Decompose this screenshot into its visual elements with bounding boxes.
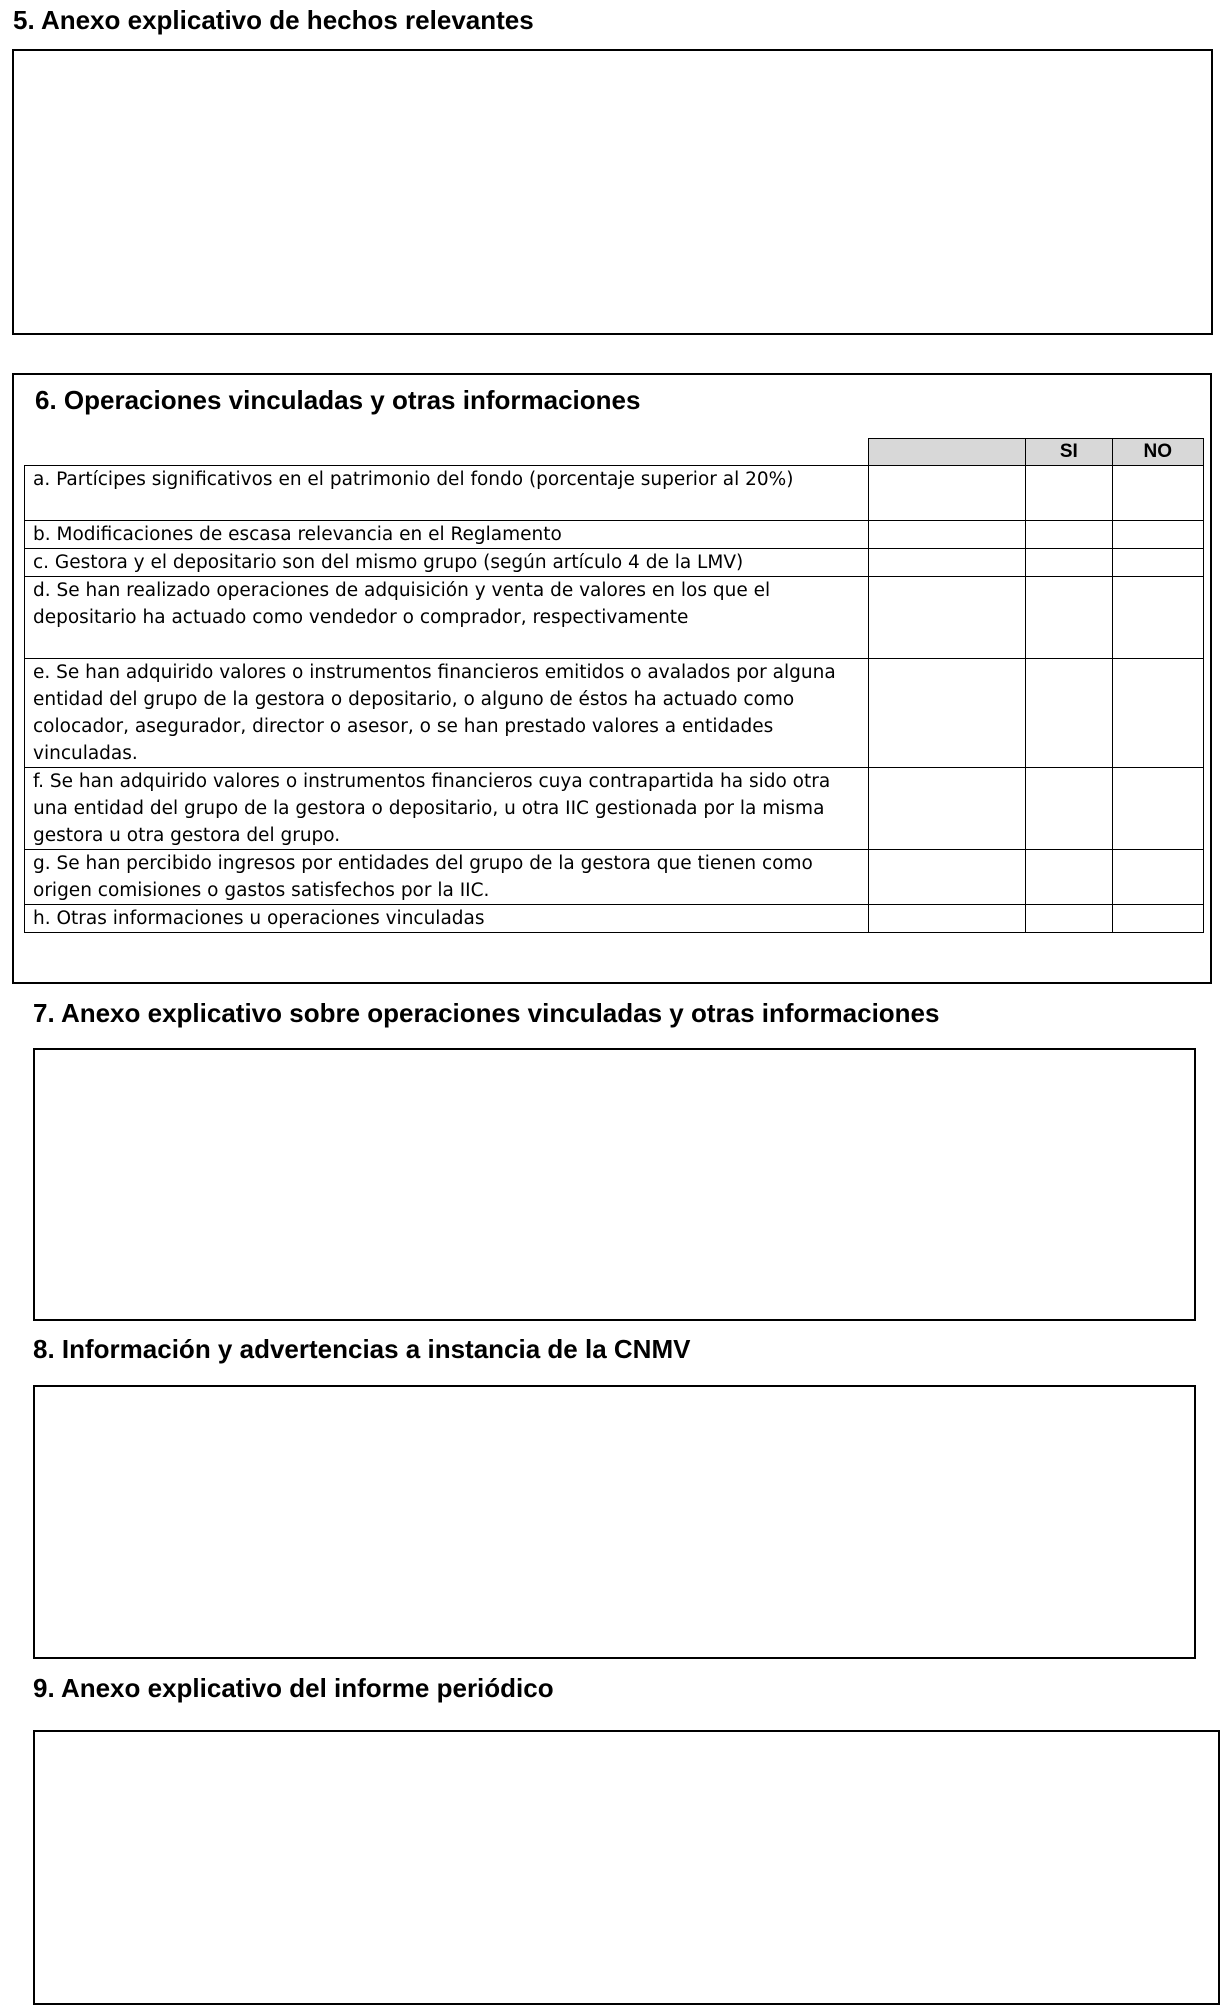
section-7-heading: 7. Anexo explicativo sobre operaciones vinculadas y otras informaciones (33, 998, 940, 1028)
row-h-no-cell[interactable] (1112, 905, 1203, 933)
row-b-label: b. Modificaciones de escasa relevancia en el Reglamento (25, 521, 869, 549)
row-c-blank (869, 549, 1026, 577)
row-b-blank (869, 521, 1026, 549)
row-c-si-cell[interactable] (1026, 549, 1112, 577)
section-6-heading: 6. Operaciones vinculadas y otras informaciones (35, 385, 641, 415)
row-h-label: h. Otras informaciones u operaciones vinculadas (25, 905, 869, 933)
section-9-text-area[interactable] (33, 1730, 1220, 2005)
row-a-blank (869, 466, 1026, 521)
table-row (25, 659, 1204, 768)
section-8-text-area[interactable] (33, 1385, 1196, 1659)
table-row (25, 850, 1204, 905)
row-d-no-cell[interactable] (1112, 577, 1203, 659)
row-a-label: a. Partícipes significativos en el patrimonio del fondo (porcentaje superior al 20%) (25, 466, 869, 521)
row-c-no-cell[interactable] (1112, 549, 1203, 577)
column-no-header: NO (1112, 439, 1203, 466)
table-header-row (25, 439, 1204, 466)
row-e-si-cell[interactable] (1026, 659, 1112, 768)
row-d-blank (869, 577, 1026, 659)
operations-table (24, 438, 1204, 933)
row-g-si-cell[interactable] (1026, 850, 1112, 905)
table-row (25, 768, 1204, 850)
header-blank-cell (869, 439, 1026, 466)
section-6-panel (12, 373, 1212, 984)
row-b-si-cell[interactable] (1026, 521, 1112, 549)
row-g-no-cell[interactable] (1112, 850, 1203, 905)
row-a-si-cell[interactable] (1026, 466, 1112, 521)
table-row (25, 521, 1204, 549)
table-row (25, 577, 1204, 659)
row-e-label: e. Se han adquirido valores o instrumentos financieros emitidos o avalados por alguna entidad del grupo de la gestora o depositario, o alguno de éstos ha actuado como colocador, asegurador, director o asesor, o se han prestado valores a entidades vinculadas. (25, 659, 869, 768)
column-si-header: SI (1026, 439, 1112, 466)
row-c-label: c. Gestora y el depositario son del mismo grupo (según artículo 4 de la LMV) (25, 549, 869, 577)
section-5-heading: 5. Anexo explicativo de hechos relevantes (13, 5, 534, 35)
row-h-si-cell[interactable] (1026, 905, 1112, 933)
section-7-text-area[interactable] (33, 1048, 1196, 1321)
row-b-no-cell[interactable] (1112, 521, 1203, 549)
section-9-heading: 9. Anexo explicativo del informe periódico (33, 1673, 554, 1703)
section-8-heading: 8. Información y advertencias a instancia de la CNMV (33, 1334, 691, 1364)
row-f-blank (869, 768, 1026, 850)
row-g-label: g. Se han percibido ingresos por entidades del grupo de la gestora que tienen como origen comisiones o gastos satisfechos por la IIC. (25, 850, 869, 905)
row-f-no-cell[interactable] (1112, 768, 1203, 850)
row-f-si-cell[interactable] (1026, 768, 1112, 850)
table-row (25, 905, 1204, 933)
row-h-blank (869, 905, 1026, 933)
row-f-label: f. Se han adquirido valores o instrumentos financieros cuya contrapartida ha sido otra una entidad del grupo de la gestora o depositario, u otra IIC gestionada por la misma gestora u otra gestora del grupo. (25, 768, 869, 850)
table-row (25, 549, 1204, 577)
row-d-label: d. Se han realizado operaciones de adquisición y venta de valores en los que el depositario ha actuado como vendedor o comprador, respectivamente (25, 577, 869, 659)
row-a-no-cell[interactable] (1112, 466, 1203, 521)
row-d-si-cell[interactable] (1026, 577, 1112, 659)
header-spacer (25, 439, 869, 466)
row-e-no-cell[interactable] (1112, 659, 1203, 768)
table-row (25, 466, 1204, 521)
section-5-text-area[interactable] (12, 49, 1213, 335)
row-e-blank (869, 659, 1026, 768)
row-g-blank (869, 850, 1026, 905)
